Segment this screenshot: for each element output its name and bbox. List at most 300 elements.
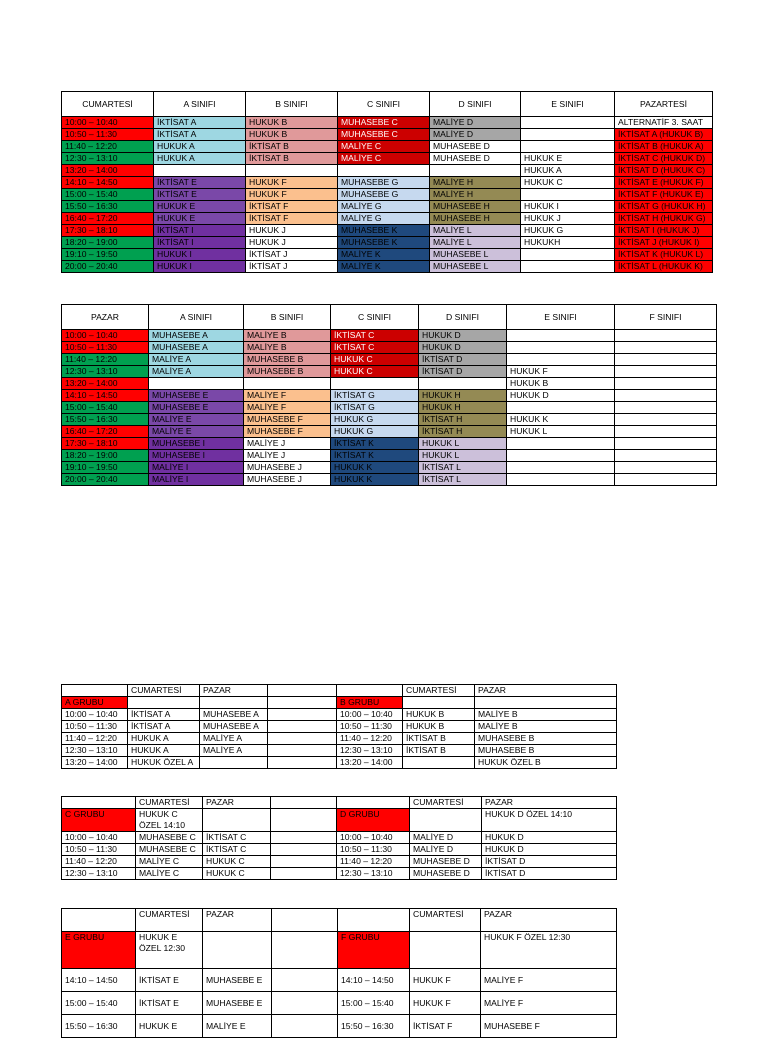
schedule-cell: MUHASEBE I	[149, 450, 244, 462]
column-header: D SINIFI	[419, 305, 507, 330]
schedule-cell: İKTİSAT K	[331, 450, 419, 462]
table-row	[62, 378, 717, 390]
schedule-cell: HUKUK H	[419, 390, 507, 402]
time-slot-cell: 10:00 – 10:40	[337, 832, 410, 844]
column-header: B SINIFI	[246, 92, 338, 117]
table-row	[62, 709, 337, 721]
schedule-cell: HUKUK A	[128, 733, 200, 745]
schedule-cell: MUHASEBE C	[136, 832, 203, 844]
schedule-cell: İKTİSAT D (HUKUK C)	[615, 165, 713, 177]
schedule-cell: MUHASEBE G	[338, 177, 430, 189]
schedule-cell: İKTİSAT H	[419, 426, 507, 438]
schedule-cell: İKTİSAT D	[419, 354, 507, 366]
column-header: CUMARTESİ	[410, 909, 481, 932]
schedule-cell	[268, 721, 337, 733]
time-slot-cell: 18:20 – 19:00	[62, 237, 154, 249]
table-row	[62, 844, 337, 856]
schedule-cell: HUKUK G	[331, 426, 419, 438]
schedule-cell: HUKUK K	[331, 462, 419, 474]
schedule-cell	[271, 832, 337, 844]
schedule-cell: İKTİSAT F	[246, 201, 338, 213]
schedule-cell: İKTİSAT E	[136, 969, 203, 992]
schedule-cell	[615, 462, 717, 474]
schedule-cell	[615, 426, 717, 438]
column-header	[62, 797, 136, 809]
schedule-cell: MUHASEBE D	[430, 141, 521, 153]
time-slot-cell: 11:40 – 12:20	[62, 141, 154, 153]
table-header-row	[62, 797, 337, 809]
schedule-cell	[615, 366, 717, 378]
schedule-cell: MALİYE B	[244, 342, 331, 354]
time-slot-cell: 10:00 – 10:40	[337, 709, 403, 721]
schedule-cell: MALİYE C	[338, 153, 430, 165]
schedule-cell: MUHASEBE K	[338, 237, 430, 249]
group-label-row	[338, 932, 617, 969]
column-header: C SINIFI	[331, 305, 419, 330]
table-header-row	[337, 685, 617, 697]
table-row	[337, 844, 617, 856]
schedule-cell: MALİYE F	[481, 992, 617, 1015]
group-note: HUKUK D ÖZEL 14:10	[482, 809, 617, 832]
schedule-cell: MALİYE I	[149, 474, 244, 486]
schedule-cell: İKTİSAT B	[403, 733, 475, 745]
schedule-cell: İKTİSAT G	[331, 390, 419, 402]
schedule-cell	[154, 165, 246, 177]
time-slot-cell: 14:10 – 14:50	[62, 969, 136, 992]
schedule-cell	[200, 757, 268, 769]
time-slot-cell: 14:10 – 14:50	[62, 390, 149, 402]
schedule-cell: İKTİSAT B	[403, 745, 475, 757]
schedule-cell: MALİYE B	[475, 721, 617, 733]
table-header-row	[62, 685, 337, 697]
column-header: PAZAR	[200, 685, 268, 697]
table-row	[62, 721, 337, 733]
schedule-cell: MUHASEBE A	[200, 721, 268, 733]
table-row	[337, 757, 617, 769]
schedule-cell: İKTİSAT B (HUKUK A)	[615, 141, 713, 153]
schedule-cell	[521, 261, 615, 273]
time-slot-cell: 15:50 – 16:30	[338, 1015, 410, 1038]
time-slot-cell: 11:40 – 12:20	[62, 856, 136, 868]
schedule-cell: HUKUK J	[521, 213, 615, 225]
time-slot-cell: 12:30 – 13:10	[62, 868, 136, 880]
schedule-cell: İKTİSAT C	[331, 330, 419, 342]
table-row	[337, 721, 617, 733]
table-row	[337, 709, 617, 721]
schedule-cell: HUKUK D	[507, 390, 615, 402]
column-header: CUMARTESİ	[403, 685, 475, 697]
group-note: HUKUK C ÖZEL 14:10	[136, 809, 203, 832]
schedule-cell	[271, 844, 337, 856]
schedule-cell: ALTERNATİF 3. SAAT	[615, 117, 713, 129]
schedule-cell: MUHASEBE I	[149, 438, 244, 450]
time-slot-cell: 11:40 – 12:20	[62, 733, 128, 745]
schedule-cell	[521, 141, 615, 153]
group-label-row	[62, 932, 338, 969]
column-header: PAZAR	[481, 909, 617, 932]
schedule-cell: MALİYE D	[410, 844, 482, 856]
table-row	[62, 213, 713, 225]
schedule-cell: HUKUK B	[246, 117, 338, 129]
schedule-cell	[430, 165, 521, 177]
time-slot-cell: 12:30 – 13:10	[62, 745, 128, 757]
schedule-cell	[403, 757, 475, 769]
schedule-cell	[615, 414, 717, 426]
schedule-cell: İKTİSAT G (HUKUK H)	[615, 201, 713, 213]
group-f-table	[337, 908, 617, 1038]
table-row	[62, 225, 713, 237]
column-header: A SINIFI	[149, 305, 244, 330]
schedule-cell: HUKUK F	[246, 189, 338, 201]
time-slot-cell: 10:00 – 10:40	[62, 709, 128, 721]
schedule-cell: HUKUK K	[507, 414, 615, 426]
table-body	[62, 832, 337, 880]
schedule-cell: HUKUK F	[246, 177, 338, 189]
time-slot-cell: 12:30 – 13:10	[337, 868, 410, 880]
schedule-cell: İKTİSAT C	[203, 844, 271, 856]
table-row	[62, 189, 713, 201]
group-c-table	[61, 796, 337, 880]
schedule-cell: MUHASEBE C	[338, 117, 430, 129]
column-header	[337, 685, 403, 697]
schedule-cell: MUHASEBE C	[338, 129, 430, 141]
group-label-row	[337, 697, 617, 709]
schedule-cell	[268, 745, 337, 757]
column-header: CUMARTESİ	[136, 909, 203, 932]
group-label: E GRUBU	[62, 932, 136, 969]
time-slot-cell: 15:50 – 16:30	[62, 414, 149, 426]
column-header: PAZARTESİ	[615, 92, 713, 117]
time-slot-cell: 15:50 – 16:30	[62, 1015, 136, 1038]
table-row	[62, 474, 717, 486]
schedule-cell: HUKUK E	[154, 201, 246, 213]
column-header	[62, 909, 136, 932]
schedule-cell: İKTİSAT A	[128, 721, 200, 733]
time-slot-cell: 10:50 – 11:30	[62, 844, 136, 856]
table-row	[337, 832, 617, 844]
schedule-cell: MALİYE H	[430, 177, 521, 189]
schedule-cell	[507, 438, 615, 450]
schedule-cell: MUHASEBE A	[149, 330, 244, 342]
column-header: CUMARTESİ	[136, 797, 203, 809]
schedule-cell	[507, 450, 615, 462]
table-body	[62, 969, 338, 1038]
schedule-cell: İKTİSAT E	[154, 189, 246, 201]
table-row	[337, 733, 617, 745]
table-row-tall	[338, 969, 617, 992]
time-slot-cell: 18:20 – 19:00	[62, 450, 149, 462]
schedule-cell	[521, 189, 615, 201]
table-row	[62, 402, 717, 414]
time-slot-cell: 15:50 – 16:30	[62, 201, 154, 213]
schedule-cell: MALİYE A	[200, 745, 268, 757]
time-slot-cell: 16:40 – 17:20	[62, 213, 154, 225]
time-slot-cell: 12:30 – 13:10	[62, 153, 154, 165]
schedule-cell: MUHASEBE J	[244, 474, 331, 486]
schedule-cell: MALİYE C	[338, 141, 430, 153]
time-slot-cell: 15:00 – 15:40	[62, 189, 154, 201]
schedule-cell: MALİYE F	[481, 969, 617, 992]
schedule-cell: HUKUK I	[154, 261, 246, 273]
group-e-table	[61, 908, 338, 1038]
time-slot-cell: 10:00 – 10:40	[62, 832, 136, 844]
schedule-cell: HUKUK E	[521, 153, 615, 165]
table-row	[62, 153, 713, 165]
group-label: F GRUBU	[338, 932, 410, 969]
time-slot-cell: 19:10 – 19:50	[62, 462, 149, 474]
schedule-cell: İKTİSAT A (HUKUK B)	[615, 129, 713, 141]
time-slot-cell: 16:40 – 17:20	[62, 426, 149, 438]
table-row	[62, 450, 717, 462]
schedule-cell: İKTİSAT J	[246, 249, 338, 261]
group-label-row	[337, 809, 617, 832]
schedule-cell: MALİYE F	[244, 390, 331, 402]
schedule-cell: İKTİSAT F	[410, 1015, 481, 1038]
schedule-cell: MALİYE K	[338, 249, 430, 261]
time-slot-cell: 10:50 – 11:30	[62, 129, 154, 141]
schedule-cell: İKTİSAT H (HUKUK G)	[615, 213, 713, 225]
time-slot-cell: 19:10 – 19:50	[62, 249, 154, 261]
schedule-cell: MUHASEBE H	[430, 213, 521, 225]
schedule-cell: İKTİSAT F (HUKUK E)	[615, 189, 713, 201]
schedule-cell: İKTİSAT J	[246, 261, 338, 273]
sunday-schedule-table	[61, 304, 717, 486]
table-row	[62, 426, 717, 438]
column-header: A SINIFI	[154, 92, 246, 117]
column-header: PAZAR	[475, 685, 617, 697]
schedule-cell	[268, 733, 337, 745]
time-slot-cell: 10:50 – 11:30	[62, 721, 128, 733]
table-row	[62, 868, 337, 880]
saturday-schedule-table	[61, 91, 713, 273]
table-row	[62, 366, 717, 378]
schedule-cell: HUKUK D	[482, 832, 617, 844]
schedule-cell: MALİYE E	[149, 414, 244, 426]
schedule-cell: MUHASEBE F	[244, 426, 331, 438]
schedule-cell	[272, 992, 338, 1015]
table-row-tall	[62, 992, 338, 1015]
schedule-cell: İKTİSAT E (HUKUK F)	[615, 177, 713, 189]
schedule-cell	[331, 378, 419, 390]
schedule-cell: HUKUK G	[521, 225, 615, 237]
schedule-cell: İKTİSAT B	[246, 153, 338, 165]
schedule-cell: MUHASEBE B	[475, 745, 617, 757]
time-slot-cell: 11:40 – 12:20	[337, 856, 410, 868]
schedule-cell: HUKUK K	[331, 474, 419, 486]
group-label-row	[62, 697, 337, 709]
time-slot-cell: 11:40 – 12:20	[337, 733, 403, 745]
schedule-cell	[271, 868, 337, 880]
schedule-cell: HUKUK A	[521, 165, 615, 177]
column-header	[268, 685, 337, 697]
schedule-cell: MUHASEBE G	[338, 189, 430, 201]
table-row	[62, 856, 337, 868]
schedule-cell	[419, 378, 507, 390]
table-row-tall	[338, 992, 617, 1015]
schedule-cell: HUKUK A	[154, 141, 246, 153]
schedule-cell: İKTİSAT L	[419, 474, 507, 486]
table-row-tall	[338, 1015, 617, 1038]
schedule-cell: İKTİSAT F	[246, 213, 338, 225]
table-body	[338, 969, 617, 1038]
schedule-cell: MALİYE H	[430, 189, 521, 201]
group-a-table	[61, 684, 337, 769]
table-row	[62, 261, 713, 273]
schedule-cell: MUHASEBE B	[244, 354, 331, 366]
group-label: C GRUBU	[62, 809, 136, 832]
column-header: D SINIFI	[430, 92, 521, 117]
schedule-cell: HUKUK J	[246, 225, 338, 237]
table-row	[62, 141, 713, 153]
table-header-row	[337, 797, 617, 809]
schedule-cell: MUHASEBE D	[410, 856, 482, 868]
schedule-cell: İKTİSAT L (HUKUK K)	[615, 261, 713, 273]
schedule-cell: MALİYE D	[430, 117, 521, 129]
schedule-cell: HUKUK C	[203, 856, 271, 868]
column-header: PAZAR	[62, 305, 149, 330]
schedule-cell: MALİYE E	[149, 426, 244, 438]
schedule-cell: MUHASEBE L	[430, 261, 521, 273]
schedule-cell: İKTİSAT A	[154, 129, 246, 141]
schedule-cell: MUHASEBE E	[149, 390, 244, 402]
schedule-cell: HUKUK C	[521, 177, 615, 189]
schedule-cell: HUKUK B	[246, 129, 338, 141]
schedule-cell	[272, 1015, 338, 1038]
group-b-table	[336, 684, 617, 769]
schedule-cell: MUHASEBE J	[244, 462, 331, 474]
table-row	[62, 177, 713, 189]
schedule-cell	[507, 402, 615, 414]
table-row	[62, 330, 717, 342]
table-body	[337, 832, 617, 880]
schedule-cell: HUKUK L	[419, 450, 507, 462]
table-row	[62, 438, 717, 450]
schedule-cell	[507, 330, 615, 342]
schedule-cell: HUKUK D	[482, 844, 617, 856]
column-header: CUMARTESİ	[128, 685, 200, 697]
table-header-row	[62, 909, 338, 932]
schedule-cell: MUHASEBE E	[203, 992, 272, 1015]
schedule-cell: HUKUK E	[136, 1015, 203, 1038]
time-slot-cell: 14:10 – 14:50	[338, 969, 410, 992]
group-label-row	[62, 809, 337, 832]
schedule-cell: MUHASEBE B	[475, 733, 617, 745]
schedule-cell: HUKUK I	[521, 201, 615, 213]
schedule-cell: MUHASEBE B	[244, 366, 331, 378]
schedule-cell: HUKUK L	[507, 426, 615, 438]
schedule-cell: MALİYE C	[136, 868, 203, 880]
table-row	[62, 117, 713, 129]
table-header-row	[62, 305, 717, 330]
time-slot-cell: 10:00 – 10:40	[62, 117, 154, 129]
table-body	[337, 709, 617, 769]
schedule-cell: MALİYE L	[430, 237, 521, 249]
schedule-cell: HUKUK L	[419, 438, 507, 450]
schedule-cell: İKTİSAT D	[482, 868, 617, 880]
time-slot-cell: 10:50 – 11:30	[337, 721, 403, 733]
time-slot-cell: 20:00 – 20:40	[62, 261, 154, 273]
schedule-cell	[268, 757, 337, 769]
schedule-cell: HUKUK ÖZEL B	[475, 757, 617, 769]
schedule-cell: HUKUK F	[410, 992, 481, 1015]
column-header: PAZAR	[482, 797, 617, 809]
schedule-cell: MUHASEBE D	[410, 868, 482, 880]
group-note: HUKUK F ÖZEL 12:30	[481, 932, 617, 969]
schedule-cell: İKTİSAT I	[154, 225, 246, 237]
time-slot-cell: 15:00 – 15:40	[62, 402, 149, 414]
schedule-cell: MUHASEBE L	[430, 249, 521, 261]
schedule-cell: HUKUK C	[331, 366, 419, 378]
schedule-cell: MALİYE B	[244, 330, 331, 342]
schedule-cell: HUKUK F	[507, 366, 615, 378]
group-label: B GRUBU	[337, 697, 403, 709]
column-header	[338, 909, 410, 932]
schedule-cell: MALİYE D	[410, 832, 482, 844]
schedule-cell: MALİYE J	[244, 438, 331, 450]
schedule-cell	[615, 450, 717, 462]
time-slot-cell: 10:50 – 11:30	[337, 844, 410, 856]
schedule-cell: MUHASEBE E	[203, 969, 272, 992]
schedule-cell: HUKUK D	[419, 330, 507, 342]
schedule-cell	[521, 117, 615, 129]
column-header	[337, 797, 410, 809]
schedule-cell: MALİYE K	[338, 261, 430, 273]
schedule-cell	[615, 378, 717, 390]
schedule-cell	[271, 856, 337, 868]
schedule-cell: MALİYE F	[244, 402, 331, 414]
table-row	[62, 745, 337, 757]
schedule-cell: MALİYE B	[475, 709, 617, 721]
schedule-cell: MUHASEBE E	[149, 402, 244, 414]
schedule-cell	[615, 390, 717, 402]
schedule-cell	[507, 342, 615, 354]
schedule-cell: MALİYE A	[149, 366, 244, 378]
schedule-cell: HUKUK B	[403, 709, 475, 721]
table-row-tall	[62, 969, 338, 992]
time-slot-cell: 13:20 – 14:00	[62, 757, 128, 769]
schedule-cell: HUKUK I	[154, 249, 246, 261]
time-slot-cell: 11:40 – 12:20	[62, 354, 149, 366]
table-row	[337, 856, 617, 868]
table-row	[62, 414, 717, 426]
schedule-cell: İKTİSAT A	[128, 709, 200, 721]
time-slot-cell: 17:30 – 18:10	[62, 438, 149, 450]
schedule-cell: MALİYE D	[430, 129, 521, 141]
table-row	[62, 342, 717, 354]
time-slot-cell: 14:10 – 14:50	[62, 177, 154, 189]
schedule-cell: İKTİSAT I (HUKUK J)	[615, 225, 713, 237]
table-row	[62, 832, 337, 844]
time-slot-cell: 15:00 – 15:40	[62, 992, 136, 1015]
schedule-cell	[244, 378, 331, 390]
schedule-cell	[246, 165, 338, 177]
schedule-cell: İKTİSAT E	[136, 992, 203, 1015]
time-slot-cell: 12:30 – 13:10	[337, 745, 403, 757]
group-d-table	[336, 796, 617, 880]
schedule-cell: MUHASEBE H	[430, 201, 521, 213]
schedule-cell	[268, 709, 337, 721]
table-row	[62, 129, 713, 141]
schedule-cell: MALİYE I	[149, 462, 244, 474]
schedule-cell	[615, 474, 717, 486]
schedule-cell: HUKUK B	[507, 378, 615, 390]
time-slot-cell: 12:30 – 13:10	[62, 366, 149, 378]
time-slot-cell: 10:00 – 10:40	[62, 330, 149, 342]
schedule-cell: HUKUK F	[410, 969, 481, 992]
table-row-tall	[62, 1015, 338, 1038]
schedule-cell	[338, 165, 430, 177]
schedule-cell	[272, 969, 338, 992]
